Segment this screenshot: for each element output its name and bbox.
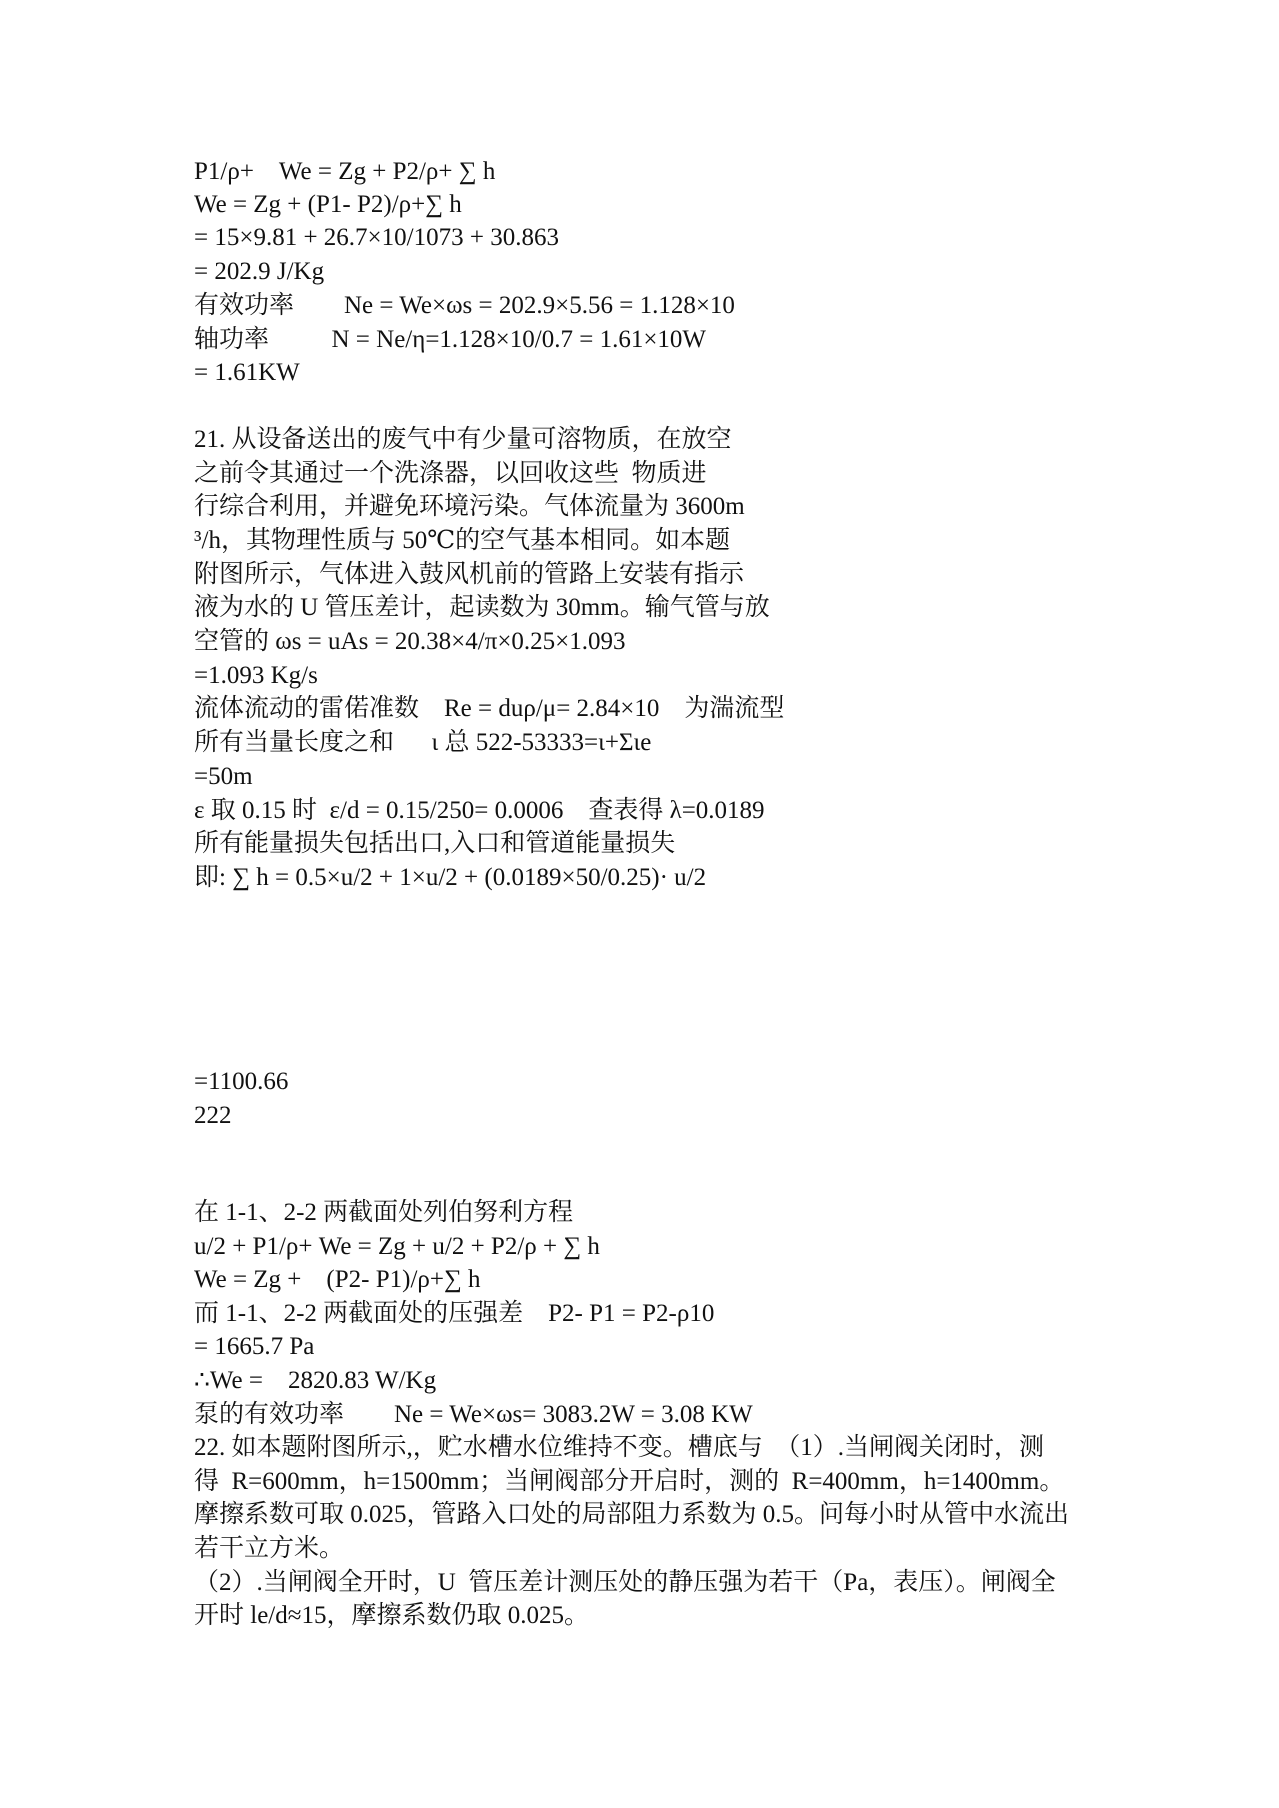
text-line: = 1665.7 Pa (194, 1333, 315, 1360)
text-line: = 202.9 J/Kg (194, 258, 325, 285)
text-line: 行综合利用，并避免环境污染。气体流量为 3600m (194, 493, 745, 520)
text-line: =1.093 Kg/s (194, 662, 318, 689)
text-line: 轴功率 N = Ne/η=1.128×10/0.7 = 1.61×10W (194, 326, 707, 353)
text-line: 开时 le/d≈15，摩擦系数仍取 0.025。 (194, 1602, 589, 1629)
text-line: ∴We = 2820.83 W/Kg (194, 1367, 437, 1394)
text-line: 222 (194, 1102, 232, 1129)
text-line: 所有能量损失包括出口,入口和管道能量损失 (194, 830, 676, 857)
text-line: 摩擦系数可取 0.025，管路入口处的局部阻力系数为 0.5。问每小时从管中水流出 (194, 1501, 1070, 1528)
text-line: =50m (194, 763, 253, 790)
text-line: （2）.当闸阀全开时，U 管压差计测压处的静压强为若干（Pa，表压）。闸阀全 (194, 1569, 1056, 1596)
text-line: We = Zg + (P1- P2)/ρ+∑ h (194, 191, 462, 218)
text-line: 流体流动的雷偌准数 Re = duρ/μ= 2.84×10 为湍流型 (194, 695, 785, 722)
text-line: ε 取 0.15 时 ε/d = 0.15/250= 0.0006 查表得 λ=0.0189 (194, 797, 765, 824)
text-line: 21. 从设备送出的废气中有少量可溶物质，在放空 (194, 426, 732, 453)
text-line: u/2 + P1/ρ+ We = Zg + u/2 + P2/ρ + ∑ h (194, 1233, 600, 1260)
text-line: = 1.61KW (194, 359, 300, 386)
text-line: 有效功率 Ne = We×ωs = 202.9×5.56 = 1.128×10 (194, 292, 735, 319)
text-line: 液为水的 U 管压差计，起读数为 30mm。输气管与放 (194, 594, 770, 621)
text-line: ³/h，其物理性质与 50℃的空气基本相同。如本题 (194, 527, 731, 554)
text-line: P1/ρ+ We = Zg + P2/ρ+ ∑ h (194, 158, 496, 185)
text-line: 空管的 ωs = uAs = 20.38×4/π×0.25×1.093 (194, 628, 626, 655)
text-line: = 15×9.81 + 26.7×10/1073 + 30.863 (194, 224, 559, 251)
text-line: 泵的有效功率 Ne = We×ωs= 3083.2W = 3.08 KW (194, 1401, 753, 1428)
text-line: 之前令其通过一个洗涤器，以回收这些 物质进 (194, 460, 707, 487)
text-line: We = Zg + (P2- P1)/ρ+∑ h (194, 1266, 481, 1293)
text-line: =1100.66 (194, 1068, 289, 1095)
text-line: 得 R=600mm，h=1500mm；当闸阀部分开启时，测的 R=400mm，h=1400mm。 (194, 1468, 1065, 1495)
text-line: 而 1-1、2-2 两截面处的压强差 P2- P1 = P2-ρ10 (194, 1300, 715, 1327)
text-line: 22. 如本题附图所示,，贮水槽水位维持不变。槽底与 （1）.当闸阀关闭时，测 (194, 1434, 1045, 1461)
text-line: 若干立方米。 (194, 1535, 345, 1562)
text-line: 即: ∑ h = 0.5×u/2 + 1×u/2 + (0.0189×50/0.25)· u/2 (194, 864, 707, 891)
text-line: 附图所示，气体进入鼓风机前的管路上安装有指示 (194, 561, 745, 588)
text-line: 所有当量长度之和 ι 总 522-53333=ι+Σιe (194, 729, 652, 756)
text-line: 在 1-1、2-2 两截面处列伯努利方程 (194, 1199, 574, 1226)
